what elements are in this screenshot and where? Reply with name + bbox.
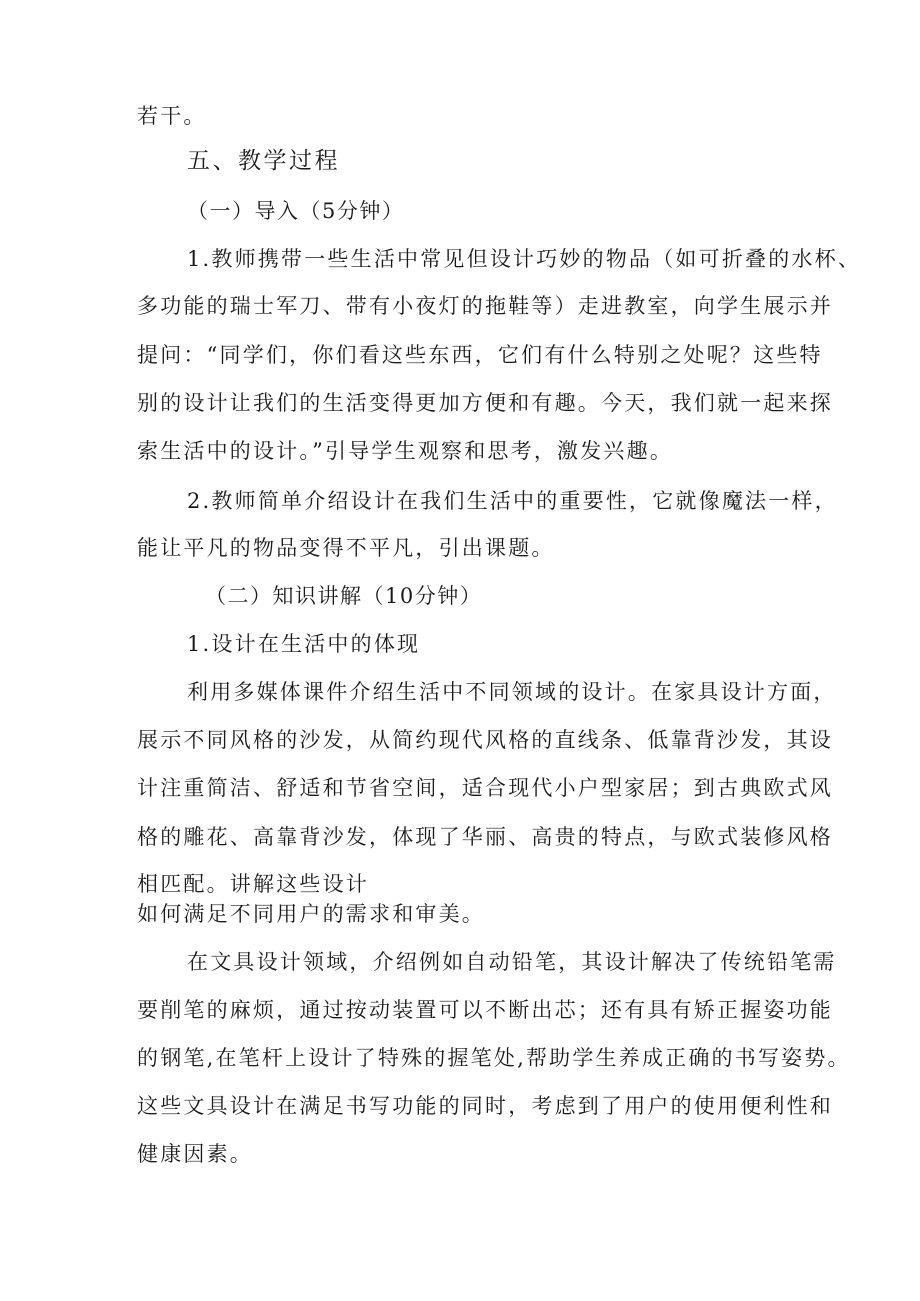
text-line: 提问：“同学们，你们看这些东西，它们有什么特别之处呢？这些特	[137, 343, 823, 367]
section-heading: 五、教学过程	[187, 148, 340, 174]
text-line: 索生活中的设计。”引导学生观察和思考，激发兴趣。	[137, 439, 674, 463]
text-line: 2.教师简单介绍设计在我们生活中的重要性，它就像魔法一样，	[187, 489, 838, 513]
text-line: 1.设计在生活中的体现	[187, 632, 421, 656]
text-line: 计注重简洁、舒适和节省空间，适合现代小户型家居；到古典欧式风	[137, 776, 833, 800]
text-line: 能让平凡的物品变得不平凡，引出课题。	[137, 536, 555, 560]
text-line: 的钢笔,在笔杆上设计了特殊的握笔处,帮助学生养成正确的书写姿势。	[137, 1046, 851, 1070]
subsection-heading: （二）知识讲解（10分钟）	[205, 584, 483, 608]
text-line: 在文具设计领域，介绍例如自动铅笔，其设计解决了传统铅笔需	[187, 950, 837, 974]
text-line: 若干。	[137, 104, 207, 128]
text-line: 多功能的瑞士军刀、带有小夜灯的拖鞋等）走进教室，向学生展示并	[137, 294, 833, 318]
text-line: 健康因素。	[137, 1142, 253, 1166]
text-line: 1.教师携带一些生活中常见但设计巧妙的物品（如可折叠的水杯、	[187, 247, 862, 271]
subsection-heading: （一）导入（5分钟）	[187, 199, 405, 223]
text-line: 要削笔的麻烦，通过按动装置可以不断出芯；还有具有矫正握姿功能	[137, 998, 833, 1022]
text-line: 展示不同风格的沙发，从简约现代风格的直线条、低靠背沙发，其设	[137, 728, 833, 752]
text-line: 利用多媒体课件介绍生活中不同领域的设计。在家具设计方面，	[187, 680, 837, 704]
text-line: 格的雕花、高靠背沙发，体现了华丽、高贵的特点，与欧式装修风格	[137, 825, 833, 849]
text-line: 相匹配。讲解这些设计	[137, 872, 369, 896]
text-line: 别的设计让我们的生活变得更加方便和有趣。今天，我们就一起来探	[137, 391, 833, 415]
text-line: 这些文具设计在满足书写功能的同时，考虑到了用户的使用便利性和	[137, 1094, 833, 1118]
text-line: 如何满足不同用户的需求和审美。	[137, 902, 485, 926]
